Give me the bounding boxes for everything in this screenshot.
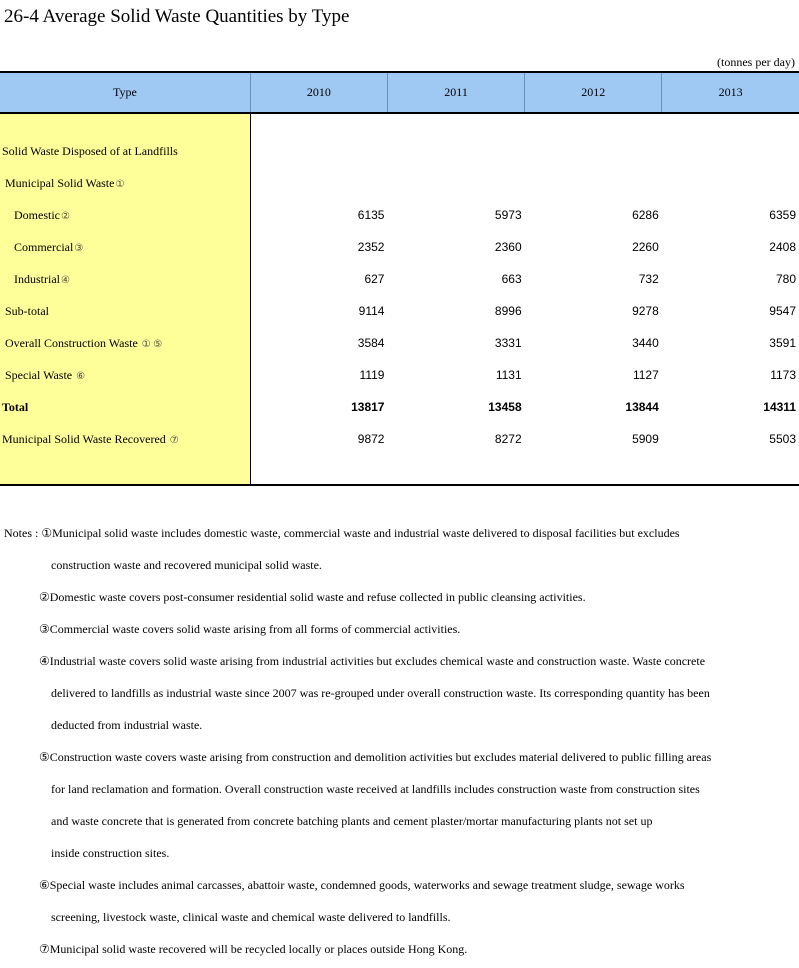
cell-value: 2352 — [357, 240, 385, 254]
note-line: construction waste and recovered municipal solid waste. — [51, 558, 322, 572]
note-line: ⑥Special waste includes animal carcasses, abattoir waste, condemned goods, waterworks and sewage treatment sludge, sewage works — [39, 878, 685, 892]
cell-value: 8272 — [494, 432, 522, 446]
table-row-total — [0, 391, 799, 423]
cell-value: 6135 — [357, 208, 385, 222]
row-label: Special Waste ⑥ — [0, 359, 250, 391]
page-title: 26-4 Average Solid Waste Quantities by Type — [4, 6, 350, 27]
note-line: ④Industrial waste covers solid waste arising from industrial activities but excludes chemical waste and construction waste. Waste concrete — [39, 654, 706, 668]
note-line: screening, livestock waste, clinical waste and chemical waste delivered to landfills. — [51, 910, 451, 924]
note-marker: ④ — [61, 274, 70, 286]
cell-value: 780 — [775, 272, 796, 286]
note-marker: ⑥ — [76, 370, 86, 382]
cell-value: 663 — [501, 272, 522, 286]
cell-value: 9547 — [769, 304, 796, 318]
cell-value: 732 — [638, 272, 659, 286]
table-row — [0, 263, 799, 295]
cell-value: 13844 — [625, 400, 659, 414]
header-2011: 2011 — [387, 72, 524, 113]
header-2013: 2013 — [662, 72, 799, 113]
note-line: ③Commercial waste covers solid waste arising from all forms of commercial activities. — [39, 622, 461, 636]
cell-value — [525, 167, 662, 199]
cell-value: 3331 — [494, 336, 522, 350]
table-row — [0, 231, 799, 263]
cell-value: 5909 — [632, 432, 659, 446]
note-line: deducted from industrial waste. — [51, 718, 203, 732]
cell-value: 13458 — [488, 400, 522, 414]
header-row — [0, 72, 799, 113]
cell-value: 3440 — [632, 336, 659, 350]
cell-value: 2260 — [632, 240, 659, 254]
cell-value: 3584 — [357, 336, 385, 350]
cell-value: 1119 — [359, 368, 385, 382]
row-label: Total — [0, 391, 250, 423]
cell-value — [525, 135, 662, 167]
cell-value: 2360 — [494, 240, 522, 254]
note-line: for land reclamation and formation. Overall construction waste received at landfills includes construction waste from construction sites — [51, 782, 700, 796]
cell-value: 1131 — [495, 368, 522, 382]
header-type: Type — [0, 72, 250, 113]
note-line: inside construction sites. — [51, 846, 170, 860]
row-label: Solid Waste Disposed of at Landfills — [0, 135, 250, 167]
cell-value: 2408 — [769, 240, 796, 254]
note-marker: ⑦ — [169, 434, 179, 446]
note-line: Notes : ①Municipal solid waste includes domestic waste, commercial waste and industrial waste delivered to disposal facilities but excludes — [4, 526, 680, 540]
note-line: ⑤Construction waste covers waste arising from construction and demolition activities but excludes material delivered to public filling areas — [39, 750, 712, 764]
header-2012: 2012 — [525, 72, 662, 113]
row-label: Overall Construction Waste ① ⑤ — [0, 327, 250, 359]
cell-value — [662, 167, 799, 199]
table-row — [0, 135, 799, 167]
header-2010: 2010 — [250, 72, 387, 113]
cell-value: 13817 — [351, 400, 385, 414]
table-row — [0, 359, 799, 391]
cell-value: 14311 — [763, 400, 796, 414]
cell-value — [662, 135, 799, 167]
table-row — [0, 199, 799, 231]
note-marker: ② — [61, 210, 70, 222]
cell-value: 6359 — [769, 208, 796, 222]
cell-value: 5503 — [769, 432, 796, 446]
row-label: Domestic② — [0, 199, 250, 231]
note-line: ②Domestic waste covers post-consumer residential solid waste and refuse collected in public cleansing activities. — [39, 590, 586, 604]
note-marker: ① ⑤ — [141, 338, 163, 350]
note-marker: ③ — [74, 242, 84, 254]
row-label: Commercial③ — [0, 231, 250, 263]
cell-value: 1127 — [632, 368, 659, 382]
cell-value: 8996 — [494, 304, 522, 318]
cell-value — [387, 135, 524, 167]
cell-value — [250, 167, 387, 199]
waste-table — [0, 71, 799, 486]
row-label: Municipal Solid Waste① — [0, 167, 250, 199]
cell-value: 5973 — [494, 208, 522, 222]
cell-value: 6286 — [632, 208, 659, 222]
cell-value — [387, 167, 524, 199]
cell-value: 3591 — [769, 336, 796, 350]
spacer-row — [0, 455, 799, 485]
row-label: Industrial④ — [0, 263, 250, 295]
row-label: Sub-total — [0, 295, 250, 327]
cell-value: 1173 — [770, 368, 796, 382]
table-row — [0, 327, 799, 359]
cell-value: 9278 — [632, 304, 659, 318]
cell-value: 627 — [364, 272, 385, 286]
cell-value: 9872 — [357, 432, 385, 446]
note-line: and waste concrete that is generated from concrete batching plants and cement plaster/mortar manufacturing plants not set up — [51, 814, 653, 828]
data-table-wrapper — [0, 71, 799, 486]
table-row — [0, 295, 799, 327]
note-line: delivered to landfills as industrial waste since 2007 was re-grouped under overall construction waste. Its corresponding quantity has been — [51, 686, 710, 700]
note-line: ⑦Municipal solid waste recovered will be recycled locally or places outside Hong Kong. — [39, 942, 468, 956]
cell-value: 9114 — [358, 304, 385, 318]
notes-section — [4, 520, 799, 968]
spacer-row — [0, 113, 799, 135]
table-row — [0, 167, 799, 199]
unit-label: (tonnes per day) — [717, 55, 795, 69]
row-label: Municipal Solid Waste Recovered ⑦ — [0, 423, 250, 455]
note-marker: ① — [115, 178, 125, 190]
table-row — [0, 423, 799, 455]
cell-value — [250, 135, 387, 167]
